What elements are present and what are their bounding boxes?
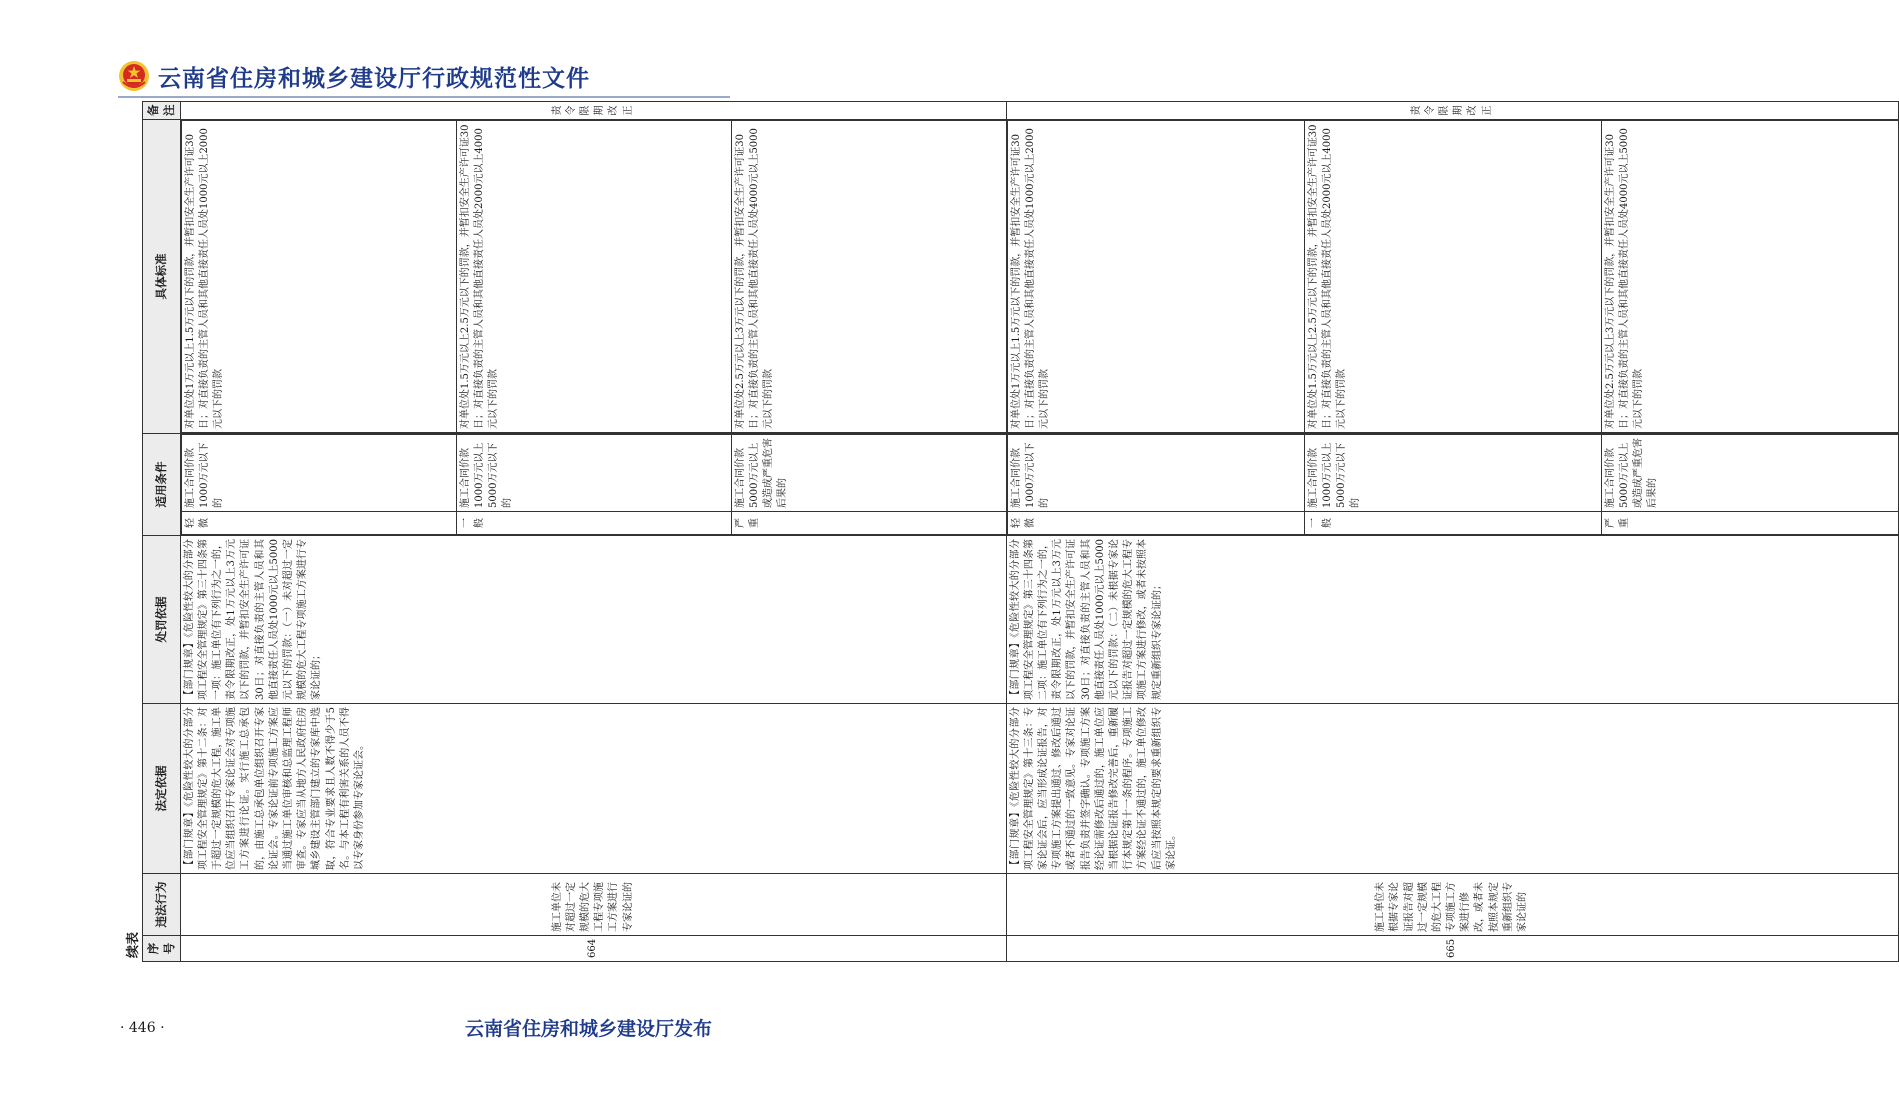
legal-basis-cell: 【部门规章】《危险性较大的分部分项工程安全管理规定》第十二条：对于超过一定规模的危大工程，施工单位应当组织召开专家论证会对专项施工方案进行论证。实行施工总承包的，由施工总承包单位组织召开专家论证会。专家论证前专项施工方案应当通过施工单位审核和总监理工程师审查。专家应当从地方人民政府住房城乡建设主管部门建立的专家库中选取，符合专业要求且人数不得少于5名。与本工程有利害关系的人员不得以专家身份参加专家论证会。 [180,704,1006,874]
header-divider [118,96,730,98]
condition-text: 施工合同价款1000万元以上5000万元以下的 [1304,435,1601,512]
col-law: 法定依据 [143,704,181,874]
standard-subtable [181,120,1006,433]
condition-cell [180,434,1006,536]
publisher-label: 云南省住房和城乡建设厅发布 [464,1018,712,1040]
condition-text: 施工合同价款1000万元以上5000万元以下的 [456,435,731,512]
condition-subtable [181,434,1006,535]
standard-text: 对单位处1万元以上1.5万元以下的罚款，并暂扣安全生产许可证30日；对直接负责的主管人员和其他直接责任人员处1000元以上2000元以下的罚款 [1007,121,1304,433]
row-number: 665 [1006,936,1898,962]
col-standard: 具体标准 [143,120,181,434]
violation-cell: 施工单位未根据专家论证报告对超过一定规模的危大工程专项施工方案进行修改，或者未按照本规定重新组织专家论证的 [1006,874,1898,936]
level-label: 轻微 [181,512,456,535]
note-cell: 责令限期改正 [1006,102,1898,120]
condition-text: 施工合同价款1000万元以下的 [1007,435,1304,512]
level-label: 严重 [731,512,1006,535]
row-number: 664 [180,936,1006,962]
level-label: 一般 [456,512,731,535]
level-label: 一般 [1304,512,1601,535]
standard-text: 对单位处2.5万元以上3万元以下的罚款，并暂扣安全生产许可证30日；对直接负责的主管人员和其他直接责任人员处4000元以上5000元以下的罚款 [1601,121,1898,433]
penalty-table [142,101,1899,962]
penalty-basis-cell: 【部门规章】《危险性较大的分部分项工程安全管理规定》第三十四条第一项：施工单位有下列行为之一的，责令限期改正，处1万元以上3万元以下的罚款，并暂扣安全生产许可证30日；对直接负责的主管人员和其他直接责任人员处1000元以上5000元以下的罚款：（一）未对超过一定规模的危大工程专项施工方案进行专家论证的； [180,536,1006,704]
table-header-row [143,102,181,962]
page-header [118,56,590,96]
table-row [180,102,1006,962]
national-emblem-icon [118,60,150,92]
col-no: 序号 [143,936,181,962]
standard-text: 对单位处1万元以上1.5万元以下的罚款，并暂扣安全生产许可证30日；对直接负责的主管人员和其他直接责任人员处1000元以上2000元以下的罚款 [181,121,456,433]
standard-cell [1006,120,1898,434]
standard-text: 对单位处1.5万元以上2.5万元以下的罚款，并暂扣安全生产许可证30日；对直接负责的主管人员和其他直接责任人员处2000元以上4000元以下的罚款 [456,121,731,433]
violation-cell: 施工单位未对超过一定规模的危大工程专项施工方案进行专家论证的 [180,874,1006,936]
continuation-label: 续表 [126,931,141,958]
standard-subtable [1007,120,1898,433]
landscape-table-container [122,102,1659,962]
rotated-table-area [122,102,1659,962]
condition-text: 施工合同价款5000万元以上或造成严重危害后果的 [1601,435,1898,512]
table-row [1006,102,1898,962]
note-cell: 责令限期改正 [180,102,1006,120]
condition-subtable [1007,434,1898,535]
page-number: · 446 · [120,1020,165,1036]
level-label: 严重 [1601,512,1898,535]
condition-text: 施工合同价款1000万元以下的 [181,435,456,512]
standard-text: 对单位处2.5万元以上3万元以下的罚款，并暂扣安全生产许可证30日；对直接负责的主管人员和其他直接责任人员处4000元以上5000元以下的罚款 [731,121,1006,433]
legal-basis-cell: 【部门规章】《危险性较大的分部分项工程安全管理规定》第十三条：专家论证会后，应当形成论证报告，对专项施工方案提出通过、修改后通过或者不通过的一致意见。专家对论证报告负责并签字确认。专项施工方案经论证需修改后通过的，施工单位应当根据论证报告修改完善后，重新履行本规定第十一条的程序。专项施工方案经论证不通过的，施工单位修改后应当按照本规定的要求重新组织专家论证。 [1006,704,1898,874]
standard-cell [180,120,1006,434]
document-series-title: 云南省住房和城乡建设厅行政规范性文件 [158,65,590,92]
condition-text: 施工合同价款5000万元以上或造成严重危害后果的 [731,435,1006,512]
penalty-basis-cell: 【部门规章】《危险性较大的分部分项工程安全管理规定》第三十四条第二项：施工单位有下列行为之一的，责令限期改正，处1万元以上3万元以下的罚款，并暂扣安全生产许可证30日；对直接负责的主管人员和其他直接责任人员处1000元以上5000元以下的罚款：（二）未根据专家论证报告对超过一定规模的危大工程专项施工方案进行修改，或者未按照本规定重新组织专家论证的； [1006,536,1898,704]
col-condition: 适用条件 [143,434,181,536]
col-act: 违法行为 [143,874,181,936]
col-penalty: 处罚依据 [143,536,181,704]
condition-cell [1006,434,1898,536]
standard-text: 对单位处1.5万元以上2.5万元以下的罚款，并暂扣安全生产许可证30日；对直接负责的主管人员和其他直接责任人员处2000元以上4000元以下的罚款 [1304,121,1601,433]
col-note: 备注 [143,102,181,120]
level-label: 轻微 [1007,512,1304,535]
